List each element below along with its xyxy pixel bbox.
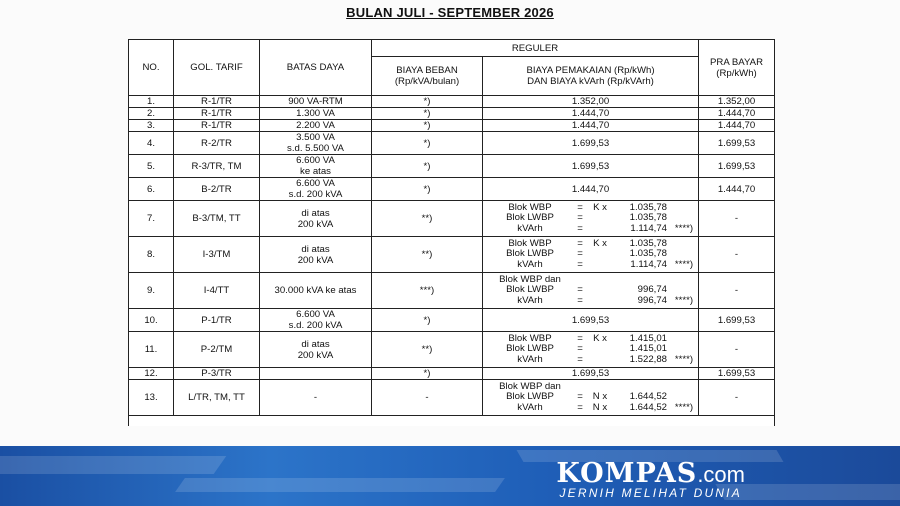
row-number: 8. xyxy=(129,237,174,273)
row-pra-bayar: 1.699,53 xyxy=(699,368,775,380)
row-pra-bayar: - xyxy=(699,380,775,416)
blok-value: 1.415,01 xyxy=(629,343,667,355)
row-pra-bayar: - xyxy=(699,201,775,237)
blok-label: kVArh xyxy=(517,353,543,365)
row-biaya-beban: *) xyxy=(372,132,483,155)
blok-eq: = xyxy=(577,353,583,365)
batas-daya-line: s.d. 200 kVA xyxy=(288,320,343,331)
blok-grid xyxy=(487,382,694,414)
row-biaya-pemakaian xyxy=(483,332,699,368)
blok-eq: = xyxy=(577,284,583,296)
row-number: 6. xyxy=(129,178,174,201)
blok-value: 1.415,01 xyxy=(629,332,667,344)
blok-factor xyxy=(591,275,609,286)
header-pra-bayar xyxy=(699,40,775,96)
row-biaya-beban: *) xyxy=(372,155,483,178)
row-gol-tarif: R-3/TR, TM xyxy=(174,155,260,178)
row-biaya-beban: **) xyxy=(372,332,483,368)
blok-note: ****) xyxy=(674,222,694,234)
blok-label: kVArh xyxy=(517,294,543,306)
blok-eq: = xyxy=(577,391,583,403)
blok-eq: = xyxy=(577,332,583,344)
row-biaya-pemakaian: 1.699,53 xyxy=(483,309,699,332)
header-batas-daya: BATAS DAYA xyxy=(260,40,372,96)
row-batas-daya xyxy=(260,380,372,416)
blok-factor: K x xyxy=(593,201,607,213)
blok-note: ****) xyxy=(674,294,694,306)
row-biaya-pemakaian xyxy=(483,273,699,309)
logo-tagline: JERNIH MELIHAT DUNIA xyxy=(559,486,742,500)
batas-daya-line: s.d. 200 kVA xyxy=(288,189,343,200)
blok-label: Blok WBP xyxy=(508,332,552,344)
row-gol-tarif: B-2/TR xyxy=(174,178,260,201)
table-row-blank xyxy=(129,416,775,426)
batas-daya-line: 200 kVA xyxy=(297,218,334,230)
header-biaya-pemakaian-line2: DAN BIAYA kVArh (Rp/kVArh) xyxy=(527,76,654,87)
batas-daya-line: 900 VA-RTM xyxy=(288,96,343,107)
blok-value: 1.644,52 xyxy=(629,391,667,403)
blok-note xyxy=(667,239,697,250)
blok-value: 1.522,88 xyxy=(629,353,667,365)
batas-daya-line: di atas xyxy=(301,207,330,219)
blok-eq: = xyxy=(577,212,583,224)
blok-label: Blok LWBP xyxy=(506,391,554,403)
row-biaya-pemakaian: 1.444,70 xyxy=(483,178,699,201)
header-biaya-beban-line1: BIAYA BEBAN xyxy=(396,65,458,76)
row-number: 12. xyxy=(129,368,174,380)
row-number: 13. xyxy=(129,380,174,416)
blok-value: 996,74 xyxy=(637,294,667,306)
row-biaya-beban: *) xyxy=(372,368,483,380)
blok-label: Blok WBP dan xyxy=(499,380,561,392)
batas-daya-line: 2.200 VA xyxy=(296,120,335,131)
row-biaya-beban: **) xyxy=(372,201,483,237)
header-no: NO. xyxy=(129,40,174,96)
header-gol-tarif: GOL. TARIF xyxy=(174,40,260,96)
tariff-table-body xyxy=(129,96,775,426)
blok-value: 1.035,78 xyxy=(629,237,667,249)
row-biaya-pemakaian xyxy=(483,380,699,416)
blok-value: 1.114,74 xyxy=(630,222,667,234)
blok-label: Blok LWBP xyxy=(506,284,554,296)
row-biaya-pemakaian xyxy=(483,237,699,273)
batas-daya-line: - xyxy=(313,392,318,403)
decor-shard xyxy=(175,478,505,492)
batas-daya-line: 1.300 VA xyxy=(296,108,335,119)
header-reguler: REGULER xyxy=(372,40,699,57)
document-title: BULAN JULI - SEPTEMBER 2026 xyxy=(346,5,554,20)
blok-factor: K x xyxy=(593,332,607,344)
blok-value: 1.114,74 xyxy=(630,258,667,270)
table-row xyxy=(129,380,775,416)
row-number: 10. xyxy=(129,309,174,332)
row-gol-tarif: R-1/TR xyxy=(174,96,260,108)
blok-eq: = xyxy=(577,343,583,355)
blok-note: ****) xyxy=(674,353,694,365)
header-pra-bayar-line1: PRA BAYAR xyxy=(710,56,763,68)
blank-cell xyxy=(129,416,775,426)
blok-note: ****) xyxy=(674,258,694,270)
table-row xyxy=(129,96,775,108)
blok-label: Blok WBP xyxy=(508,201,552,213)
header-biaya-beban xyxy=(372,57,483,96)
blok-eq: = xyxy=(577,248,583,260)
blok-value: 996,74 xyxy=(637,284,667,296)
blok-note xyxy=(667,275,697,286)
batas-daya-line: 6.600 VA xyxy=(296,155,335,166)
row-number: 5. xyxy=(129,155,174,178)
row-pra-bayar: - xyxy=(699,332,775,368)
row-biaya-pemakaian: 1.444,70 xyxy=(483,120,699,132)
row-batas-daya xyxy=(260,155,372,178)
row-gol-tarif: B-3/TM, TT xyxy=(174,201,260,237)
row-batas-daya xyxy=(260,178,372,201)
row-biaya-beban: - xyxy=(372,380,483,416)
blok-factor xyxy=(591,249,609,260)
batas-daya-line: 3.500 VA xyxy=(296,132,335,143)
row-biaya-pemakaian: 1.699,53 xyxy=(483,155,699,178)
blok-note xyxy=(667,203,697,214)
row-gol-tarif: I-3/TM xyxy=(174,237,260,273)
blok-label: kVArh xyxy=(517,222,543,234)
blok-eq: = xyxy=(577,294,583,306)
blok-value: 1.035,78 xyxy=(629,201,667,213)
blok-label: Blok LWBP xyxy=(506,343,554,355)
blok-factor xyxy=(591,213,609,224)
decor-shard xyxy=(0,456,226,474)
kompas-logo[interactable] xyxy=(556,458,745,500)
row-biaya-beban: *) xyxy=(372,309,483,332)
blok-value: 1.035,78 xyxy=(629,212,667,224)
row-gol-tarif: P-3/TR xyxy=(174,368,260,380)
blok-value: 1.644,52 xyxy=(629,401,667,413)
blok-label: Blok WBP dan xyxy=(499,273,561,285)
row-number: 7. xyxy=(129,201,174,237)
row-pra-bayar: 1.699,53 xyxy=(699,309,775,332)
tariff-table xyxy=(128,39,775,426)
blok-factor xyxy=(591,296,609,307)
blok-label: kVArh xyxy=(517,258,543,270)
row-gol-tarif: R-1/TR xyxy=(174,108,260,120)
row-pra-bayar: - xyxy=(699,273,775,309)
header-biaya-pemakaian xyxy=(483,57,699,96)
blok-note xyxy=(667,334,697,345)
table-row xyxy=(129,273,775,309)
blok-eq: = xyxy=(577,222,583,234)
logo-wordmark xyxy=(556,458,745,489)
row-biaya-pemakaian: 1.444,70 xyxy=(483,108,699,120)
logo-suffix: .com xyxy=(697,462,745,487)
row-number: 9. xyxy=(129,273,174,309)
blok-factor xyxy=(591,224,609,235)
row-gol-tarif: L/TR, TM, TT xyxy=(174,380,260,416)
logo-name: KOMPAS xyxy=(556,458,698,489)
row-pra-bayar: 1.699,53 xyxy=(699,132,775,155)
row-batas-daya xyxy=(260,120,372,132)
blok-grid xyxy=(487,239,694,271)
row-pra-bayar: - xyxy=(699,237,775,273)
row-batas-daya xyxy=(260,332,372,368)
table-row xyxy=(129,368,775,380)
batas-daya-line: s.d. 5.500 VA xyxy=(287,143,344,154)
table-row xyxy=(129,332,775,368)
blok-factor: N x xyxy=(592,391,608,403)
blok-factor xyxy=(591,344,609,355)
blok-value: 1.035,78 xyxy=(629,248,667,260)
batas-daya-line: 30.000 kVA ke atas xyxy=(274,285,357,296)
blok-note xyxy=(667,382,697,393)
blok-factor xyxy=(591,260,609,271)
blok-label: Blok LWBP xyxy=(506,212,554,224)
blok-eq: = xyxy=(577,401,583,413)
row-pra-bayar: 1.444,70 xyxy=(699,120,775,132)
row-number: 4. xyxy=(129,132,174,155)
row-pra-bayar: 1.352,00 xyxy=(699,96,775,108)
blok-note: ****) xyxy=(674,401,694,413)
row-biaya-pemakaian: 1.352,00 xyxy=(483,96,699,108)
blok-eq: = xyxy=(577,237,583,249)
blok-eq: = xyxy=(577,258,583,270)
batas-daya-line: di atas xyxy=(301,243,330,255)
row-number: 2. xyxy=(129,108,174,120)
row-biaya-beban: *) xyxy=(372,96,483,108)
row-biaya-beban: *) xyxy=(372,178,483,201)
row-gol-tarif: P-1/TR xyxy=(174,309,260,332)
row-batas-daya xyxy=(260,132,372,155)
row-batas-daya xyxy=(260,309,372,332)
batas-daya-line: 6.600 VA xyxy=(296,309,335,320)
row-number: 3. xyxy=(129,120,174,132)
table-row xyxy=(129,178,775,201)
row-batas-daya xyxy=(260,273,372,309)
blok-factor xyxy=(591,285,609,296)
row-batas-daya xyxy=(260,96,372,108)
batas-daya-line: di atas xyxy=(301,338,330,350)
blok-grid xyxy=(487,203,694,235)
row-number: 1. xyxy=(129,96,174,108)
row-batas-daya xyxy=(260,201,372,237)
blok-grid xyxy=(487,334,694,366)
row-pra-bayar: 1.699,53 xyxy=(699,155,775,178)
table-row xyxy=(129,201,775,237)
row-gol-tarif: R-1/TR xyxy=(174,120,260,132)
header-pra-bayar-line2: (Rp/kWh) xyxy=(716,67,757,79)
row-gol-tarif: I-4/TT xyxy=(174,273,260,309)
table-row xyxy=(129,237,775,273)
row-pra-bayar: 1.444,70 xyxy=(699,108,775,120)
blok-label: Blok WBP xyxy=(508,237,552,249)
blok-eq: = xyxy=(577,201,583,213)
table-row xyxy=(129,155,775,178)
batas-daya-line: 200 kVA xyxy=(297,254,334,266)
row-gol-tarif: R-2/TR xyxy=(174,132,260,155)
row-biaya-pemakaian: 1.699,53 xyxy=(483,368,699,380)
table-row xyxy=(129,132,775,155)
blok-label: kVArh xyxy=(517,401,543,413)
table-row xyxy=(129,309,775,332)
row-biaya-beban: **) xyxy=(372,237,483,273)
batas-daya-line: 6.600 VA xyxy=(296,178,335,189)
blok-factor xyxy=(591,355,609,366)
header-biaya-pemakaian-line1: BIAYA PEMAKAIAN (Rp/kWh) xyxy=(526,65,655,76)
row-batas-daya xyxy=(260,368,372,380)
row-biaya-beban: *) xyxy=(372,120,483,132)
row-number: 11. xyxy=(129,332,174,368)
row-pra-bayar: 1.444,70 xyxy=(699,178,775,201)
brand-footer-band xyxy=(0,446,900,506)
blok-factor: N x xyxy=(592,401,608,413)
row-batas-daya xyxy=(260,108,372,120)
blok-factor: K x xyxy=(593,237,607,249)
row-biaya-beban: ***) xyxy=(372,273,483,309)
table-row xyxy=(129,120,775,132)
row-batas-daya xyxy=(260,237,372,273)
batas-daya-line: 200 kVA xyxy=(297,349,334,361)
row-biaya-pemakaian: 1.699,53 xyxy=(483,132,699,155)
blok-grid xyxy=(487,275,694,307)
row-biaya-beban: *) xyxy=(372,108,483,120)
table-row xyxy=(129,108,775,120)
batas-daya-line: ke atas xyxy=(300,166,331,177)
blok-label: Blok LWBP xyxy=(506,248,554,260)
row-gol-tarif: P-2/TM xyxy=(174,332,260,368)
row-biaya-pemakaian xyxy=(483,201,699,237)
header-biaya-beban-line2: (Rp/kVA/bulan) xyxy=(394,76,460,87)
